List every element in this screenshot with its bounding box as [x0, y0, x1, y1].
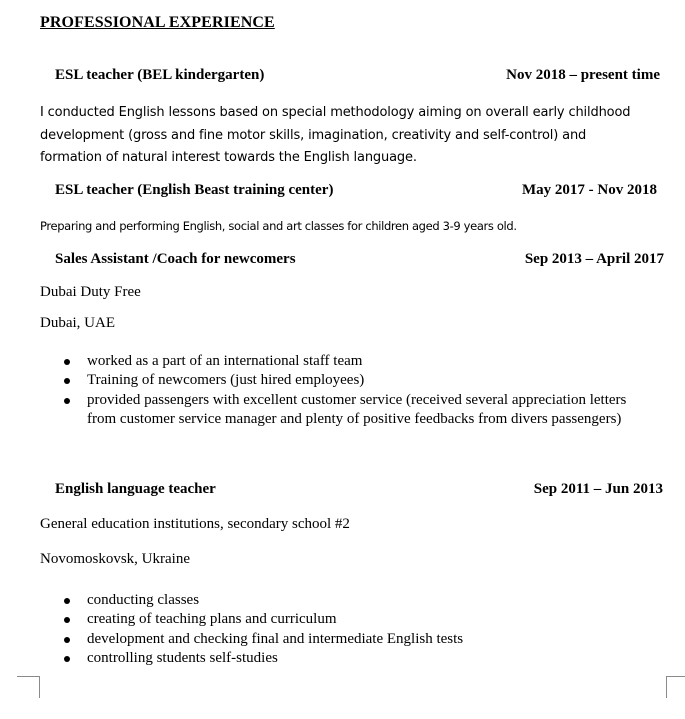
list-item-text: development and checking final and intermediate English tests [87, 630, 464, 647]
margin-corner-mark [666, 676, 685, 677]
job-title: English language teacher [55, 481, 216, 497]
bullet-icon [64, 656, 70, 662]
job-date: Sep 2013 – April 2017 [524, 251, 664, 267]
section-title: PROFESSIONAL EXPERIENCE [40, 14, 275, 31]
job-date: Sep 2011 – Jun 2013 [533, 481, 663, 497]
list-item [87, 371, 667, 390]
bullet-icon [64, 637, 70, 643]
list-item-text: conducting classes [87, 592, 200, 608]
employer-location: Dubai, UAE [40, 315, 115, 331]
margin-corner-mark [17, 676, 40, 677]
job-duties-list [87, 352, 667, 429]
job-header-esl-bel [55, 67, 665, 87]
job-header-sales-assistant [55, 251, 665, 271]
list-item [87, 649, 667, 668]
bullet-icon [64, 378, 70, 384]
description-line: development (gross and fine motor skills, imagination, creativity and self-control) and [40, 127, 587, 143]
description-line: formation of natural interest towards the English language. [40, 150, 417, 165]
employer-name: General education institutions, secondary school #2 [40, 516, 350, 532]
list-item-text: from customer service manager and plenty of positive feedbacks from divers passengers) [87, 410, 622, 427]
bullet-icon [64, 598, 70, 604]
list-item-text: Training of newcomers (just hired employees) [87, 372, 365, 389]
job-header-esl-beast [55, 182, 665, 202]
employer-location: Novomoskovsk, Ukraine [40, 551, 190, 567]
margin-corner-mark [666, 676, 667, 698]
list-item-text: controlling students self-studies [87, 649, 278, 666]
job-description [40, 102, 640, 170]
job-title: ESL teacher (English Beast training center) [55, 182, 334, 198]
bullet-icon [64, 617, 70, 623]
list-item-text: worked as a part of an international staff team [87, 353, 363, 369]
list-item-text: creating of teaching plans and curriculum [87, 611, 337, 628]
list-item [87, 591, 667, 610]
job-date: May 2017 - Nov 2018 [522, 182, 657, 198]
bullet-icon [64, 398, 70, 404]
list-item [87, 610, 667, 629]
list-item [87, 630, 667, 649]
job-duties-list [87, 591, 667, 668]
job-header-english-teacher [55, 481, 665, 501]
employer-name: Dubai Duty Free [40, 284, 141, 300]
list-item [87, 352, 667, 371]
list-item [87, 391, 667, 430]
job-title: ESL teacher (BEL kindergarten) [55, 67, 265, 83]
job-description: Preparing and performing English, social and art classes for children aged 3-9 years old. [40, 219, 517, 233]
description-line: I conducted English lessons based on special methodology aiming on overall early childhood [40, 105, 631, 120]
bullet-icon [64, 359, 70, 365]
margin-corner-mark [39, 676, 40, 698]
job-title: Sales Assistant /Coach for newcomers [55, 251, 296, 267]
list-item-text: provided passengers with excellent customer service (received several appreciation letters [87, 391, 627, 408]
job-date: Nov 2018 – present time [506, 67, 660, 83]
